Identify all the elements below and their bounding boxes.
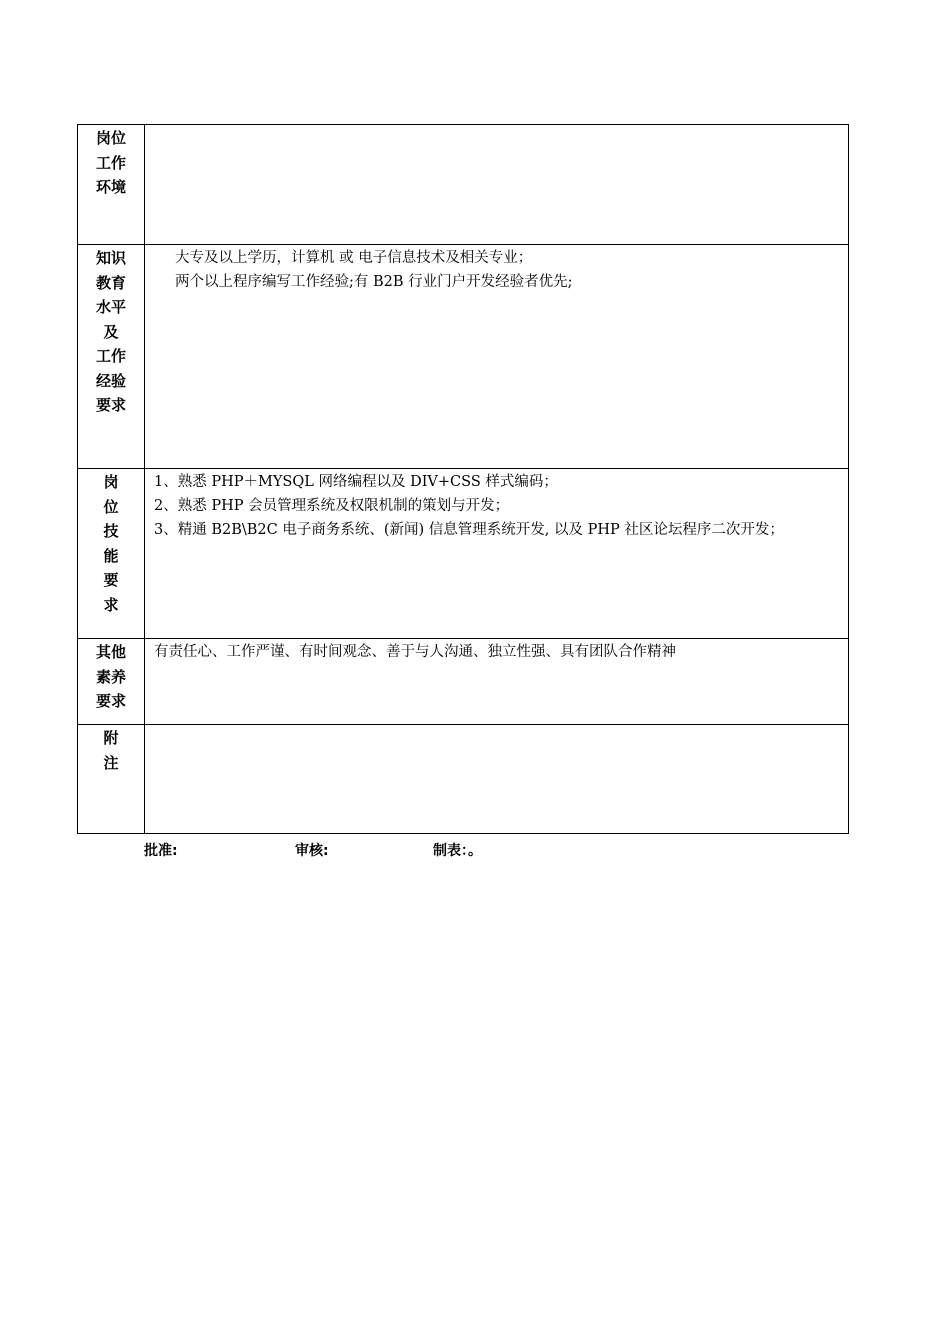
row-work-environment [78,125,849,245]
job-description-table [77,124,849,834]
label-line: 水平 [95,298,126,316]
label-other-qualities [78,639,145,725]
prepare-label: 制表：。 [433,843,482,859]
label-line: 能 [103,546,119,565]
content-job-skills [145,469,849,639]
label-line: 知识 [95,249,126,267]
row-other-qualities [78,639,849,725]
label-line: 其他 [95,643,126,661]
skill-item-1: 1、熟悉 PHP＋MYSQL 网络编程以及 DIV+CSS 样式编码； [154,474,558,490]
label-line: 要求 [95,396,126,414]
content-work-environment [145,125,849,245]
experience-requirement-text: 两个以上程序编写工作经验;有 B2B 行业门户开发经验者优先; [175,274,573,290]
row-job-skills [78,469,849,639]
content-other-qualities [145,639,849,725]
skill-item-2: 2、熟悉 PHP 会员管理系统及权限机制的策划与开发； [154,498,510,514]
label-line: 技 [103,522,119,540]
label-line: 要求 [95,692,126,710]
label-education-experience [78,245,145,469]
qualities-text: 有责任心、工作严谨、有时间观念、善于与人沟通、独立性强、具有团队合作精神 [154,644,676,660]
label-line: 位 [103,497,119,516]
label-line: 附 [103,729,119,747]
approve-label: 批准: [144,843,178,859]
content-notes [145,725,849,834]
label-line: 经验 [95,371,126,390]
label-work-environment [78,125,145,245]
signature-footer [0,840,950,864]
review-label: 审核: [295,843,329,859]
content-education-experience [145,245,849,469]
label-line: 岗 [103,473,119,491]
label-line: 及 [103,322,119,341]
skill-item-3: 3、精通 B2B\B2C 电子商务系统、(新闻) 信息管理系统开发, 以及 PHP 社区论坛程序二次开发； [154,522,784,538]
row-education-experience [78,245,849,469]
label-line: 环境 [95,178,126,196]
row-notes [78,725,849,834]
label-line: 要 [103,571,119,589]
label-line: 注 [103,753,119,772]
education-requirement-text: 大专及以上学历，计算机 或 电子信息技术及相关专业； [175,250,533,266]
label-line: 素养 [95,667,126,686]
label-job-skills [78,469,145,639]
label-line: 岗位 [95,129,126,147]
label-line: 工作 [95,153,126,172]
label-line: 教育 [95,273,126,292]
label-line: 求 [103,595,119,614]
label-notes [78,725,145,834]
label-line: 工作 [95,347,126,365]
